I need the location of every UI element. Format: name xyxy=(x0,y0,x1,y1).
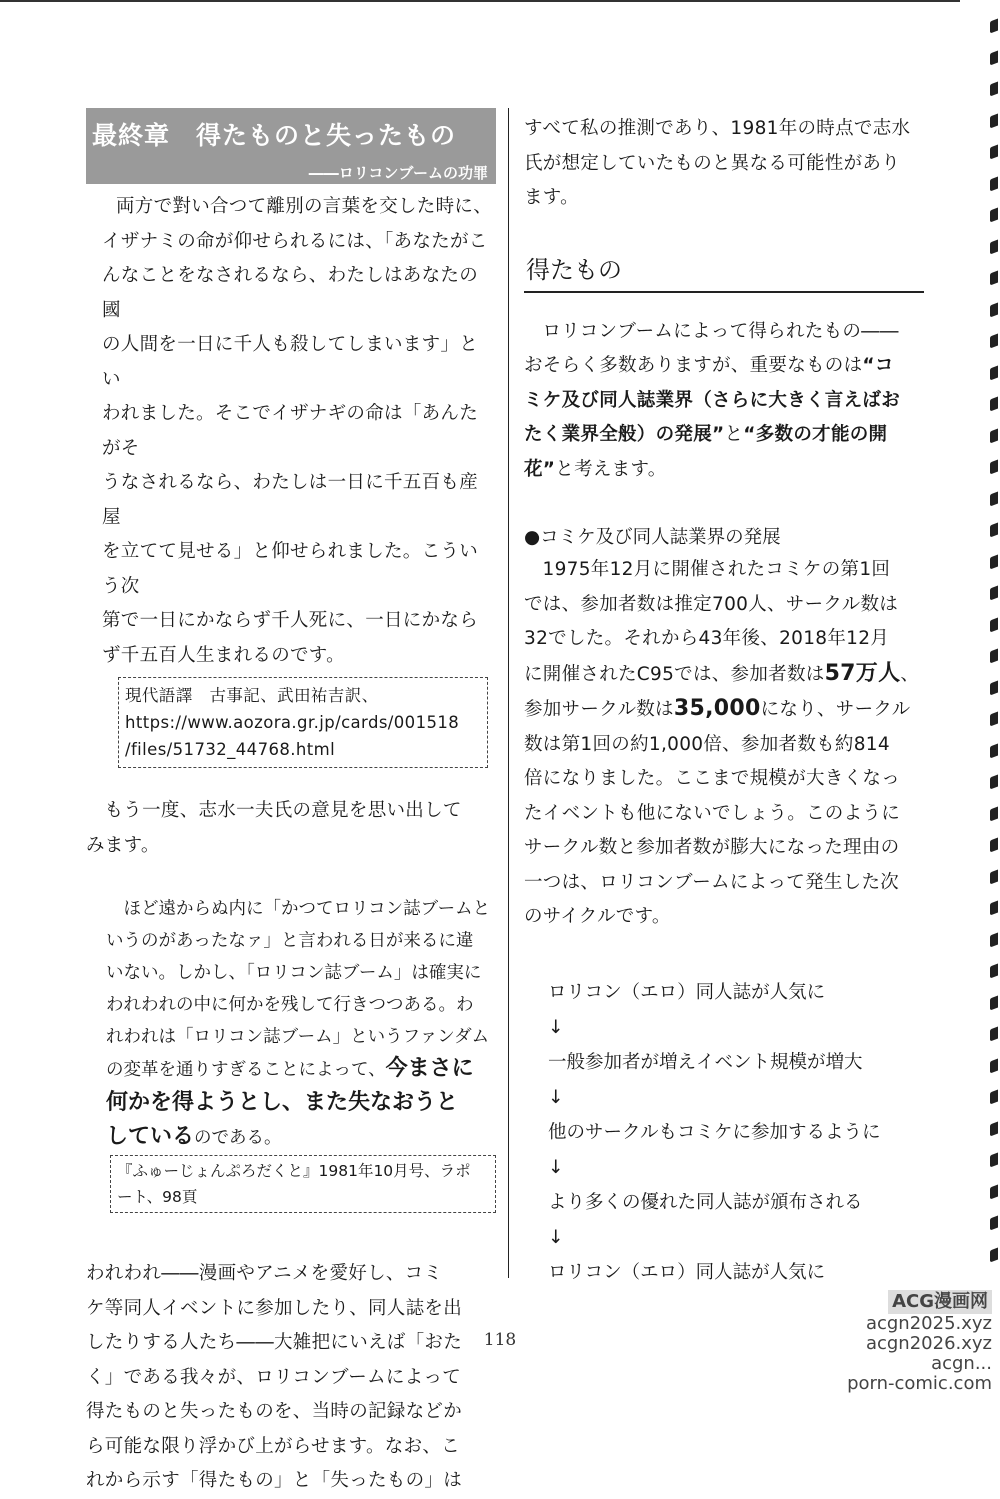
quote-line: いうのがあったなァ」と言われる日が来るに違 xyxy=(106,931,474,951)
quote-text: のである。 xyxy=(194,1128,282,1148)
quote-line: われわれの中に何かを残して行きつつある。わ xyxy=(106,995,474,1015)
cycle-step: ロリコン（エロ）同人誌が人気に xyxy=(548,1261,826,1283)
emphasis-text: 花” xyxy=(524,458,556,480)
section-heading: 得たもの xyxy=(524,246,924,293)
down-arrow-icon: ↓ xyxy=(548,1016,564,1038)
shimizu-quote xyxy=(86,893,496,1155)
source-citation-box xyxy=(110,1155,496,1213)
body-line: たイベントも他にないでしょう。このように xyxy=(524,802,901,824)
binding-hole xyxy=(990,712,998,727)
binding-hole xyxy=(990,1121,998,1136)
quote-line: んなことをなされるなら、わたしはあなたの國 xyxy=(102,265,479,321)
binding-hole xyxy=(990,1027,998,1042)
quote-line: 両方で對い合つて離別の言葉を交した時に、 xyxy=(116,196,493,217)
body-line: のサイクルです。 xyxy=(524,906,671,927)
body-line: 氏が想定していたものと異なる可能性があり xyxy=(524,152,901,174)
body-line: もう一度、志水一夫氏の意見を思い出して xyxy=(104,800,462,821)
binding-hole xyxy=(990,869,998,884)
binding-hole xyxy=(990,271,998,286)
body-text: おそらく多数ありますが、重要なものは xyxy=(524,355,863,376)
binding-hole xyxy=(990,365,998,380)
quote-line: イザナミの命が仰せられるには、「あなたがこ xyxy=(102,230,488,252)
watermark-line: acgn2025.xyz xyxy=(865,1313,992,1334)
column-divider xyxy=(508,108,509,1278)
quote-line: いない。しかし、「ロリコン誌ブーム」は確実に xyxy=(106,963,482,983)
watermark-line: acgn2026.xyz xyxy=(865,1333,992,1354)
body-line: ます。 xyxy=(524,187,579,208)
body-text: と xyxy=(724,424,744,445)
body-line: 32でした。それから43年後、2018年12月 xyxy=(524,628,890,649)
binding-hole xyxy=(990,901,998,916)
body-line xyxy=(524,418,924,453)
emphasis-text: “コ xyxy=(862,355,894,376)
body-line: われわれ――漫画やアニメを愛好し、コミ xyxy=(86,1263,443,1284)
quote-line: を立てて見せる」と仰せられました。こういう次 xyxy=(102,541,479,597)
down-arrow-icon: ↓ xyxy=(548,1086,564,1108)
emphasis-text: たく業界全般）の発展” xyxy=(524,424,725,445)
binding-hole xyxy=(990,995,998,1010)
body-line: ら可能な限り浮かび上がらせます。なお、こ xyxy=(86,1435,460,1457)
watermark xyxy=(842,1290,992,1394)
binding-hole xyxy=(990,1090,998,1105)
chapter-header xyxy=(86,108,496,184)
quote-emphasis-line xyxy=(86,1120,496,1155)
citation-line: 現代語譯 古事記、武田祐吉訳、 xyxy=(125,686,379,705)
watermark-line: acgn... xyxy=(931,1353,992,1374)
watermark-logo: ACG漫画网 xyxy=(888,1290,992,1314)
binding-hole xyxy=(990,82,998,97)
circle-count: 35,000 xyxy=(673,696,761,721)
body-text: 、 xyxy=(900,663,920,685)
binding-hole xyxy=(990,302,998,317)
citation-line: 『ふゅーじょんぷろだくと』1981年10月号、ラポ xyxy=(117,1162,471,1180)
binding-hole xyxy=(990,838,998,853)
quote-line: われました。そこでイザナギの命は「あんたがそ xyxy=(102,403,479,459)
binding-hole xyxy=(990,964,998,979)
body-line: ロリコンブームによって得られたもの―― xyxy=(542,320,899,342)
body-paragraph xyxy=(86,794,496,863)
binding-hole xyxy=(990,523,998,538)
watermark-line: porn-comic.com xyxy=(847,1373,992,1394)
body-line: 得たものと失ったものを、当時の記録などか xyxy=(86,1401,463,1422)
quote-emphasis: している xyxy=(106,1124,195,1149)
quote-line: の人間を一日に千人も殺してしまいます」とい xyxy=(102,334,479,390)
body-line: 数は第1回の約1,000倍、参加者数も約814 xyxy=(524,733,890,755)
body-line xyxy=(524,657,924,693)
binding-hole xyxy=(990,491,998,506)
right-column xyxy=(524,112,924,1290)
binding-hole xyxy=(990,1216,998,1231)
cycle-step: 一般参加者が増えイベント規模が増大 xyxy=(548,1051,863,1073)
body-line xyxy=(524,692,924,728)
binding-hole xyxy=(990,176,998,191)
body-line: く」である我々が、ロリコンブームによって xyxy=(86,1366,462,1388)
quote-line: うなされるなら、わたしは一日に千五百も産屋 xyxy=(102,472,479,528)
gains-paragraph xyxy=(524,315,924,488)
body-text: 参加サークル数は xyxy=(524,699,674,720)
quote-text: の変革を通りすぎることによって、 xyxy=(106,1060,386,1080)
binding-hole xyxy=(990,334,998,349)
binding-hole xyxy=(990,113,998,128)
body-line xyxy=(524,349,924,384)
subsection-heading: ●コミケ及び同人誌業界の発展 xyxy=(524,527,781,548)
binding-hole xyxy=(990,208,998,223)
body-line: サークル数と参加者数が膨大になった理由の xyxy=(524,837,900,858)
quote-line: ほど遠からぬ内に「かつてロリコン誌ブームと xyxy=(123,899,491,919)
stats-paragraph xyxy=(524,553,924,935)
quote-line xyxy=(86,1053,496,1086)
body-line: 1975年12月に開催されたコミケの第1回 xyxy=(542,559,891,580)
binding-hole xyxy=(990,806,998,821)
emphasis-text: “多数の才能の開 xyxy=(743,424,888,445)
binding-hole xyxy=(990,649,998,664)
body-line: れから示す「得たもの」と「失ったもの」は xyxy=(86,1470,463,1491)
quote-emphasis: 今まさに xyxy=(385,1056,474,1081)
down-arrow-icon: ↓ xyxy=(548,1226,564,1248)
body-text: になり、サークル xyxy=(760,699,911,720)
body-line: 倍になりました。ここまで規模が大きくなっ xyxy=(524,768,901,789)
body-line: みます。 xyxy=(86,834,160,856)
binding-hole xyxy=(990,19,998,34)
emphasis-line: ミケ及び同人誌業界（さらに大きく言えばお xyxy=(524,389,901,411)
binding-hole xyxy=(990,145,998,160)
binding-hole xyxy=(990,50,998,65)
attendee-count: 57万人 xyxy=(824,660,901,686)
top-rule xyxy=(0,0,960,2)
chapter-subtitle: ――ロリコンブームの功罪 xyxy=(308,164,488,182)
body-line: ケ等同人イベントに参加したり、同人誌を出 xyxy=(86,1297,463,1319)
cycle-flow xyxy=(524,975,924,1290)
page-number: 118 xyxy=(483,1330,517,1350)
source-citation-box xyxy=(118,677,488,768)
chapter-title: 最終章 得たものと失ったもの xyxy=(92,121,457,150)
body-line: すべて私の推測であり、1981年の時点で志水 xyxy=(524,118,911,139)
binding-hole xyxy=(990,743,998,758)
body-text: に開催されたC95では、参加者数は xyxy=(524,663,825,685)
binding-hole xyxy=(990,586,998,601)
body-line xyxy=(524,453,924,488)
down-arrow-icon: ↓ xyxy=(548,1156,564,1178)
binding-hole xyxy=(990,1153,998,1168)
binding-hole xyxy=(990,428,998,443)
left-column xyxy=(86,108,496,1499)
cycle-step: 他のサークルもコミケに参加するように xyxy=(548,1121,881,1143)
spiral-binding-edge xyxy=(986,20,1000,1290)
binding-hole xyxy=(990,554,998,569)
citation-line: ート、98頁 xyxy=(117,1188,198,1206)
binding-hole xyxy=(990,1058,998,1073)
kojiki-quote xyxy=(86,190,496,673)
quote-line: ず千五百人生まれるのです。 xyxy=(102,644,345,666)
binding-hole xyxy=(990,397,998,412)
body-line: 一つは、ロリコンブームによって発生した次 xyxy=(524,871,900,893)
quote-emphasis-line: 何かを得ようとし、また失なおうと xyxy=(106,1090,459,1115)
body-line: では、参加者数は推定700人、サークル数は xyxy=(524,593,899,615)
binding-hole xyxy=(990,775,998,790)
citation-line: https://www.aozora.gr.jp/cards/001518 xyxy=(125,713,460,732)
quote-line: れわれは「ロリコン誌ブーム」というファンダム xyxy=(106,1027,490,1047)
cycle-step: ロリコン（エロ）同人誌が人気に xyxy=(548,981,826,1003)
cycle-step: より多くの優れた同人誌が頒布される xyxy=(548,1191,863,1213)
quote-line: 第で一日にかならず千人死に、一日にかなら xyxy=(102,610,479,631)
body-paragraph xyxy=(524,112,924,216)
binding-hole xyxy=(990,1247,998,1262)
body-paragraph xyxy=(86,1257,496,1499)
binding-hole xyxy=(990,680,998,695)
binding-hole xyxy=(990,1184,998,1199)
body-line: したりする人たち――大雑把にいえば「おた xyxy=(86,1332,463,1353)
binding-hole xyxy=(990,239,998,254)
citation-line: /files/51732_44768.html xyxy=(125,740,336,759)
binding-hole xyxy=(990,932,998,947)
body-text: と考えます。 xyxy=(555,458,667,480)
binding-hole xyxy=(990,617,998,632)
binding-hole xyxy=(990,460,998,475)
